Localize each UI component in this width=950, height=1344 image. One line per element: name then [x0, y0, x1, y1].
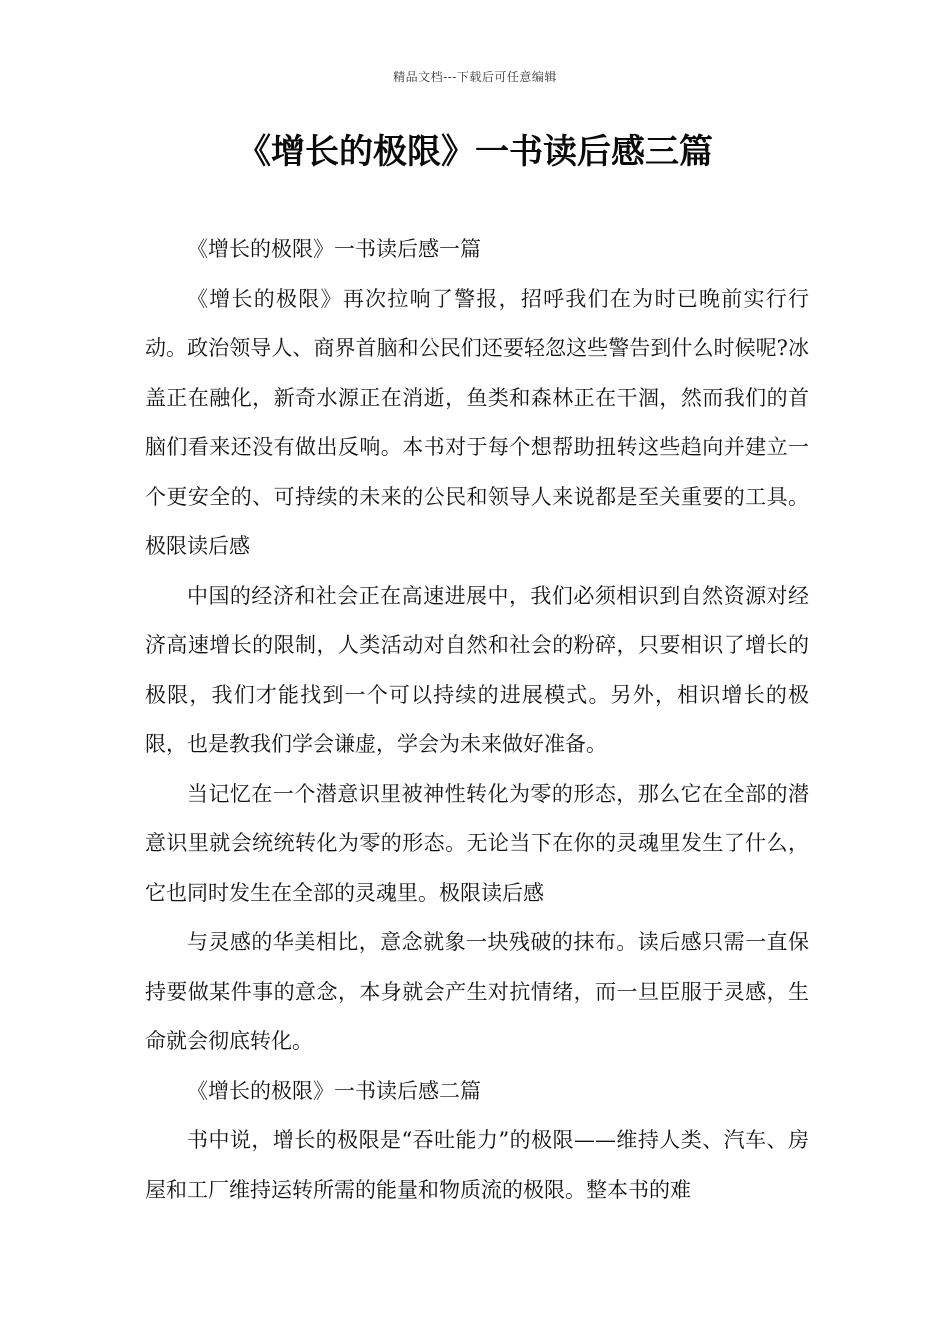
section-1-heading: 《增长的极限》一书读后感一篇	[187, 237, 481, 261]
section-1-paragraph-3: 当记忆在一个潜意识里被神性转化为零的形态，那么它在全部的潜意识里就会统统转化为零的形态。无论当下在你的灵魂里发生了什么，它也同时发生在全部的灵魂里。极限读后感	[145, 781, 809, 905]
section-2-heading: 《增长的极限》一书读后感二篇	[187, 1078, 481, 1103]
section-1-paragraph-1: 《增长的极限》再次拉响了警报，招呼我们在为时已晚前实行行动。政治领导人、商界首脑和公民们还要轻忽这些警告到什么时候呢?冰盖正在融化，新奇水源正在消逝，鱼类和森林正在干涸，然而我们的首脑们看来还没有做出反响。本书对于每个想帮助扭转这些趋向并建立一个更安全的、可持续的未来的公民和领导人来说都是至关重要的工具。极限读后感	[145, 286, 809, 558]
section-1-paragraph-2: 中国的经济和社会正在高速进展中，我们必须相识到自然资源对经济高速增长的限制，人类活动对自然和社会的粉碎，只要相识了增长的极限，我们才能找到一个可以持续的进展模式。另外，相识增长的极限，也是教我们学会谦虚，学会为未来做好准备。	[145, 583, 809, 756]
section-2-paragraph-1: 书中说，增长的极限是“吞吐能力”的极限——维持人类、汽车、房屋和工厂维持运转所需的能量和物质流的极限。整本书的难	[145, 1128, 809, 1202]
header-note: 精品文档---下载后可任意编辑	[393, 70, 557, 84]
document-body	[145, 225, 809, 1215]
section-1-paragraph-4: 与灵感的华美相比，意念就象一块残破的抹布。读后感只需一直保持要做某件事的意念，本身就会产生对抗情绪，而一旦臣服于灵感，生命就会彻底转化。	[145, 930, 809, 1053]
document-title: 《增长的极限》一书读后感三篇	[237, 132, 713, 172]
